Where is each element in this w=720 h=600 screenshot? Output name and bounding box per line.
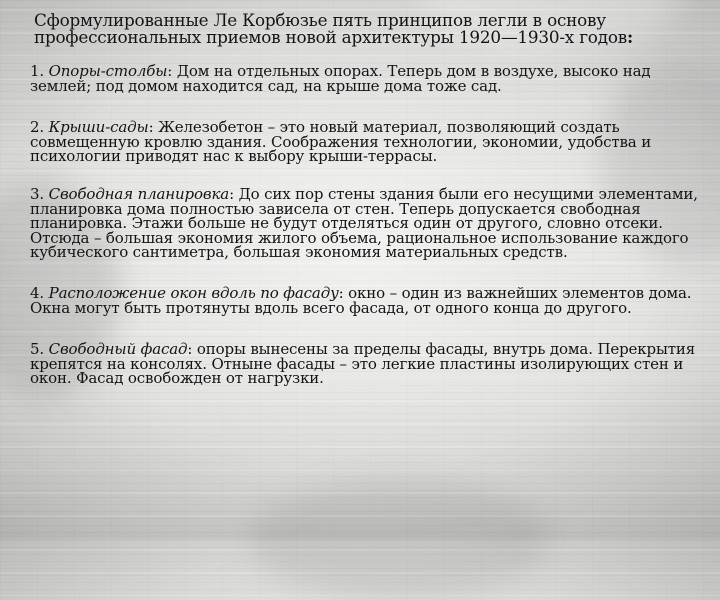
principle-4-term: Расположение окон вдоль по фасаду [48, 283, 339, 302]
intro-text: Сформулированные Ле Корбюзье пять принципов легли в основу профессиональных приемов новой архитектуры 1920—1930-х годов [34, 10, 627, 47]
intro-paragraph [34, 12, 702, 46]
slide-content [30, 12, 702, 410]
principle-3-separator: : [229, 184, 234, 203]
principle-1-text: Дом на отдельных опорах. Теперь дом в воздухе, высоко над землей; под домом находится сад, на крыше дома тоже сад. [30, 62, 651, 95]
principle-2-number: 2. [30, 118, 45, 137]
principle-5-term: Свободный фасад [48, 340, 188, 359]
principle-4-text: окно – один из важнейших элементов дома. Окна могут быть протянуты вдоль всего фасада, от одного конца до другого. [30, 283, 692, 317]
background-grunge-bottom [250, 480, 550, 600]
principle-3 [30, 184, 702, 262]
principle-5-text: опоры вынесены за пределы фасады, внутрь дома. Перекрытия крепятся на консолях. Отныне фасады – это легкие пластины изолирующих стен и окон. Фасад освобожден от нагрузки. [30, 340, 696, 388]
principle-2-separator: : [148, 118, 154, 137]
principle-4-number: 4. [30, 283, 45, 302]
principle-1 [30, 64, 702, 93]
principle-3-term: Свободная планировка [48, 184, 230, 203]
principle-5 [30, 342, 702, 386]
principle-5-separator: : [187, 340, 193, 359]
principle-1-number: 1. [30, 62, 45, 80]
principle-3-text: До сих пор стены здания были его несущими элементами, планировка дома полностью зависела от стен. Теперь допускается свободная планировка. Этажи больше не будут отделяться один от другого, словно отсеки. Отсюда – большая экономия жилого объема, рациональное использование каждого кубического сантиметра, большая экономия материальных средств. [30, 184, 698, 262]
principle-4-separator: : [338, 283, 344, 302]
principle-2-text: Железобетон – это новый материал, позволяющий создать совмещенную кровлю здания. Соображения технологии, экономии, удобства и психологии приводят нас к выбору крыши-террасы. [30, 118, 652, 166]
principle-1-term: Опоры-столбы [48, 62, 168, 80]
principle-2 [30, 120, 702, 164]
principle-4 [30, 283, 702, 317]
intro-colon: : [626, 27, 633, 47]
principle-1-separator: : [167, 62, 173, 80]
principle-2-term: Крыши-сады [48, 118, 149, 137]
principle-3-number: 3. [30, 184, 45, 203]
principle-5-number: 5. [30, 340, 45, 359]
